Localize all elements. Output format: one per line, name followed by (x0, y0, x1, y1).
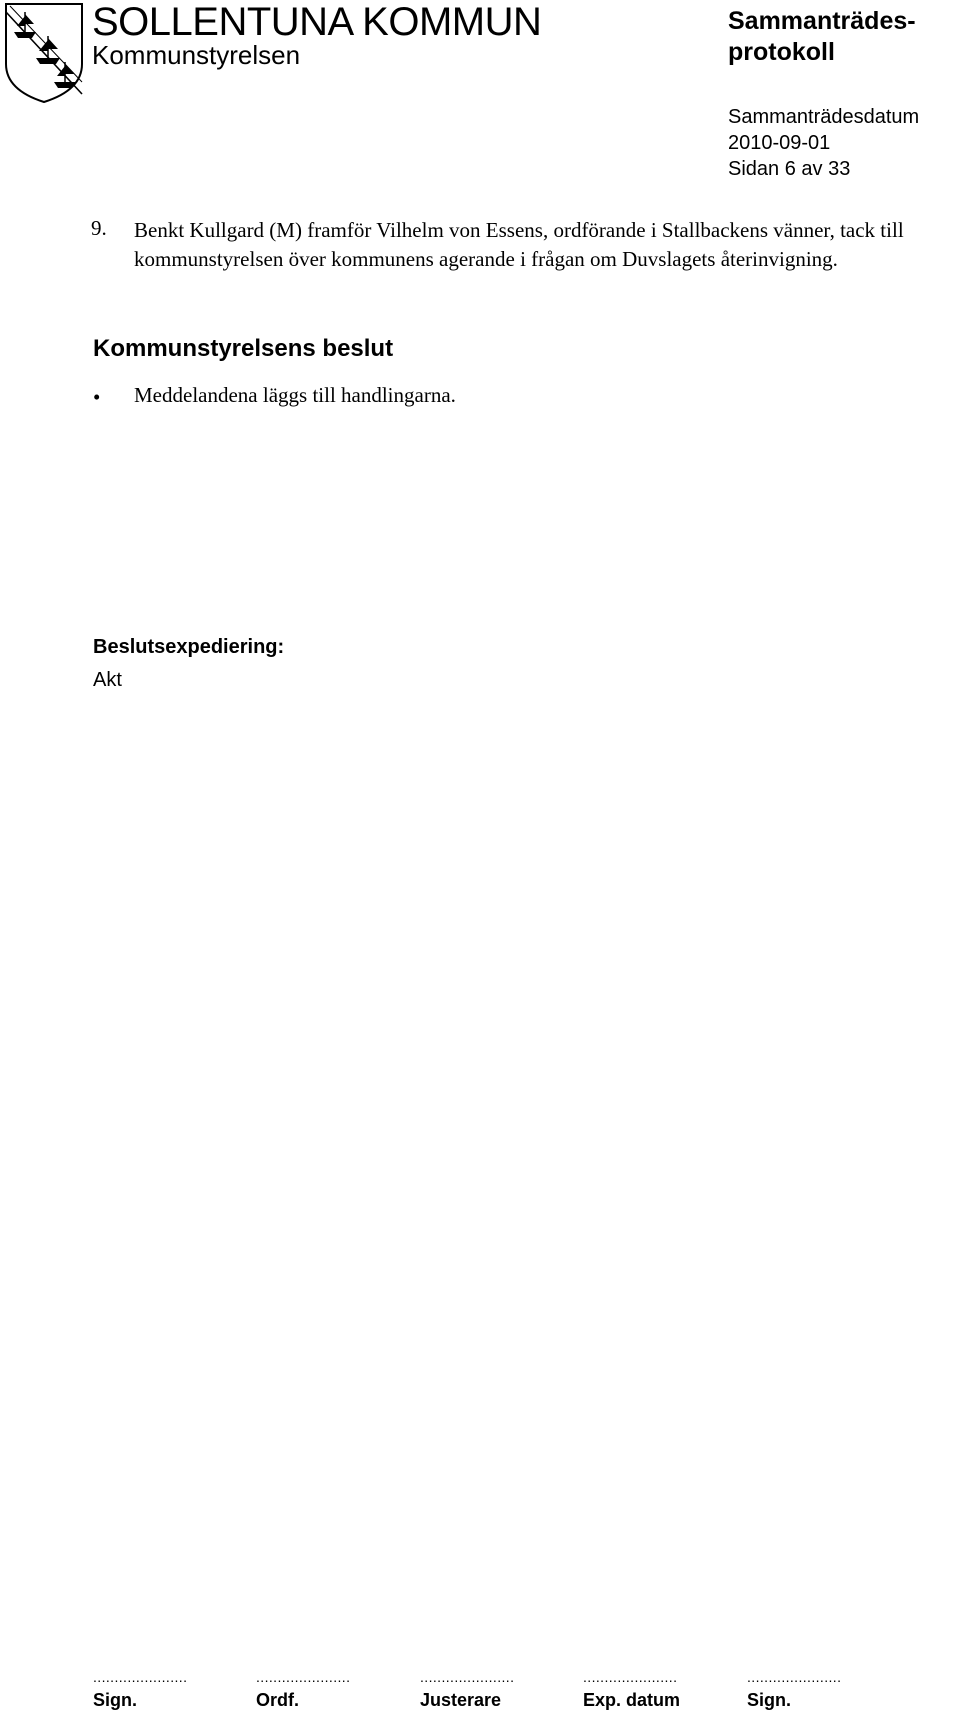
ship-crest-icon (2, 2, 86, 104)
signature-field (583, 1668, 733, 1712)
decision-heading: Kommunstyrelsens beslut (93, 335, 394, 362)
decision-item: Meddelandena läggs till handlingarna. (134, 383, 456, 407)
signature-line: ...................... (583, 1669, 678, 1685)
item-text: Benkt Kullgard (M) framför Vilhelm von Essens, ordförande i Stallbackens vänner, tack till kommunstyrelsen över kommunens agerande i frågan om Duvslagets återinvigning. (134, 218, 904, 271)
signature-label: Sign. (747, 1690, 791, 1710)
item-number: 9. (91, 216, 107, 240)
expedition-heading: Beslutsexpediering: (93, 636, 285, 658)
signature-label: Exp. datum (583, 1690, 681, 1710)
bullet-icon: • (93, 385, 101, 409)
expedition-value: Akt (93, 669, 122, 691)
signature-line: ...................... (420, 1669, 515, 1685)
document-type (728, 6, 948, 68)
signature-label: Justerare (420, 1690, 502, 1710)
signature-line: ...................... (256, 1669, 351, 1685)
signature-field (747, 1668, 897, 1712)
signature-field (420, 1668, 570, 1712)
page-info: Sidan 6 av 33 (728, 158, 851, 180)
signature-line: ...................... (747, 1669, 842, 1685)
document-type-line: Sammanträdes- (728, 7, 916, 35)
signature-label: Sign. (93, 1690, 137, 1710)
signature-field (93, 1668, 243, 1712)
signature-field (256, 1668, 406, 1712)
signature-line: ...................... (93, 1669, 188, 1685)
signature-label: Ordf. (256, 1690, 299, 1710)
document-type-line: protokoll (728, 38, 835, 66)
meeting-date-label: Sammanträdesdatum (728, 106, 920, 128)
org-subtitle: Kommunstyrelsen (92, 40, 301, 70)
org-name: SOLLENTUNA KOMMUN (92, 0, 542, 44)
meeting-date-value: 2010-09-01 (728, 132, 831, 154)
